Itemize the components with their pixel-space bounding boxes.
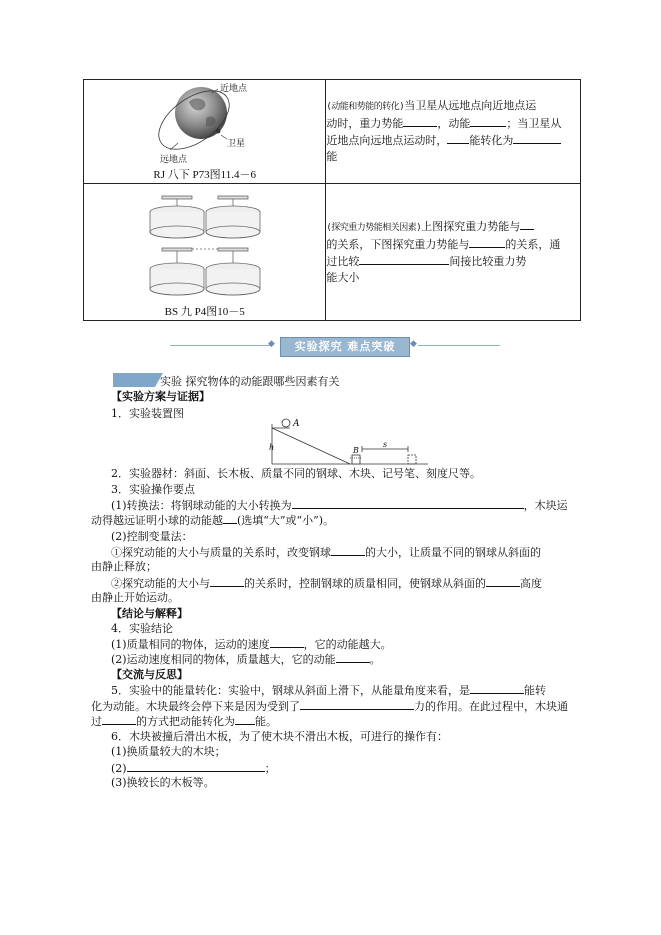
- step-text: 化为动能。木块最终会停下来是因为受到了: [91, 700, 300, 713]
- question-text: 动时，重力势能: [326, 117, 404, 130]
- step-text: 5．实验中的能量转化：实验中，钢球从斜面上滑下，从能量角度来看，是: [111, 684, 470, 697]
- diamond-icon: ◆: [410, 339, 417, 349]
- step-text: (2)运动速度相同的物体，质量越大，它的动能: [111, 653, 336, 666]
- answer-blank[interactable]: [336, 651, 370, 663]
- question-text: 的关系，下图探究重力势能与: [326, 238, 470, 251]
- step-text: 由静止释放；: [91, 560, 157, 573]
- step-text: 动得越远证明小球的动能越: [91, 514, 223, 527]
- step-text: 能。: [255, 715, 277, 728]
- question-text: 的关系，通: [505, 238, 561, 251]
- answer-blank[interactable]: [300, 698, 414, 710]
- question-text: 上图探究重力势能与: [421, 220, 521, 233]
- answer-blank[interactable]: [102, 713, 136, 725]
- question-text: 近地点向远地点运动时，: [326, 134, 448, 147]
- satellite-icon: [216, 129, 221, 134]
- figure-caption: RJ 八下 P73图11.4－6: [153, 169, 256, 181]
- answer-blank[interactable]: [127, 760, 265, 772]
- step-text: 3．实验操作要点: [111, 483, 195, 496]
- cylinder-figure-cell: [84, 184, 326, 321]
- step-text: ②探究动能的大小与: [111, 577, 210, 590]
- step-text: ①探究动能的大小与质量的关系时，改变钢球: [111, 546, 331, 559]
- question-text: 间接比较重力势: [449, 255, 527, 268]
- answer-blank[interactable]: [447, 132, 469, 144]
- step-text: (1)质量相同的物体，运动的速度: [111, 638, 270, 651]
- step-text: 能转: [524, 684, 546, 697]
- step-text: 由静止开始运动。: [91, 591, 179, 604]
- step-text: 高度: [520, 577, 542, 590]
- diamond-icon: ◆: [268, 339, 275, 349]
- answer-blank[interactable]: [235, 713, 255, 725]
- answer-blank[interactable]: [359, 253, 449, 265]
- step-text: (2)控制变量法：: [111, 530, 193, 543]
- option-text: (1)换质量较大的木块；: [111, 745, 226, 758]
- answer-blank[interactable]: [292, 497, 524, 509]
- ball-label: A: [293, 419, 300, 429]
- question-tag: (动能和势能的转化): [326, 102, 405, 112]
- question-text: ；当卫星从: [506, 117, 562, 130]
- gravity-potential-figure: [84, 184, 326, 320]
- option-text: ；: [264, 762, 276, 775]
- answer-blank[interactable]: [223, 512, 237, 524]
- question-text: 能大小: [326, 271, 360, 284]
- option-text: (2): [111, 762, 127, 775]
- step-text: 过: [91, 715, 102, 728]
- heading-scheme: 【实验方案与证据】: [111, 390, 210, 403]
- answer-blank[interactable]: [486, 575, 520, 587]
- heading-reflect: 【交流与反思】: [111, 668, 188, 681]
- step-text: 2．实验器材：斜面、长木板、质量不同的钢球、木块、记号笔、刻度尺等。: [111, 467, 481, 480]
- gravity-question-cell: [326, 184, 581, 321]
- step-text: 力的作用。在此过程中，木块通: [414, 700, 568, 713]
- satellite-figure-cell: [84, 80, 326, 184]
- section-banner: [170, 335, 500, 357]
- answer-blank[interactable]: [513, 132, 561, 144]
- question-text: 能: [326, 150, 338, 163]
- near-point-label: 近地点: [220, 84, 248, 94]
- height-label: h: [269, 443, 275, 452]
- satellite-label: 卫星: [227, 139, 246, 149]
- question-tag: (探究重力势能相关因素): [326, 223, 422, 233]
- step-text: (选填“大”或“小”)。: [237, 514, 335, 527]
- figure-caption: BS 九 P4图10－5: [164, 306, 245, 318]
- answer-blank[interactable]: [470, 115, 506, 127]
- answer-blank[interactable]: [403, 115, 437, 127]
- answer-blank[interactable]: [210, 575, 244, 587]
- step-text: ，木块运: [523, 499, 568, 512]
- answer-blank[interactable]: [469, 236, 505, 248]
- step-text: 的关系时，控制钢球的质量相同，使钢球从斜面的: [244, 577, 486, 590]
- step-text: ，它的动能越大。: [303, 638, 392, 651]
- reference-table: [83, 79, 581, 321]
- answer-blank[interactable]: [331, 544, 365, 556]
- experiment-label-tab: [113, 373, 155, 387]
- section-title: 实验探究 难点突破: [280, 337, 410, 357]
- distance-label: s: [383, 440, 388, 449]
- experiment-title: 实验 探究物体的动能跟哪些因素有关: [160, 375, 340, 388]
- step-text: 4．实验结论: [111, 622, 173, 635]
- step-text: 的大小，让质量不同的钢球从斜面的: [365, 546, 541, 559]
- step-text: 6．木块被撞后滑出木板，为了使木块不滑出木板，可进行的操作有：: [111, 730, 448, 743]
- answer-blank[interactable]: [520, 218, 534, 230]
- heading-conclusion: 【结论与解释】: [111, 607, 188, 620]
- far-point-label: 远地点: [160, 155, 188, 165]
- satellite-question-cell: [326, 80, 581, 184]
- answer-blank[interactable]: [270, 636, 304, 648]
- question-text: ，动能: [437, 117, 471, 130]
- step-text: 的方式把动能转化为: [136, 715, 235, 728]
- question-text: 当卫星从远地点向近地点运: [404, 99, 537, 112]
- question-text: 过比较: [326, 255, 360, 268]
- block-label: B: [353, 446, 359, 455]
- option-text: (3)换较长的木板等。: [111, 776, 215, 789]
- answer-blank[interactable]: [470, 682, 524, 694]
- step-text: (1)转换法：将钢球动能的大小转换为: [111, 499, 292, 512]
- step-text: 1．实验装置图: [111, 407, 184, 420]
- question-text: 能转化为: [469, 134, 514, 147]
- step-text: 。: [369, 653, 381, 666]
